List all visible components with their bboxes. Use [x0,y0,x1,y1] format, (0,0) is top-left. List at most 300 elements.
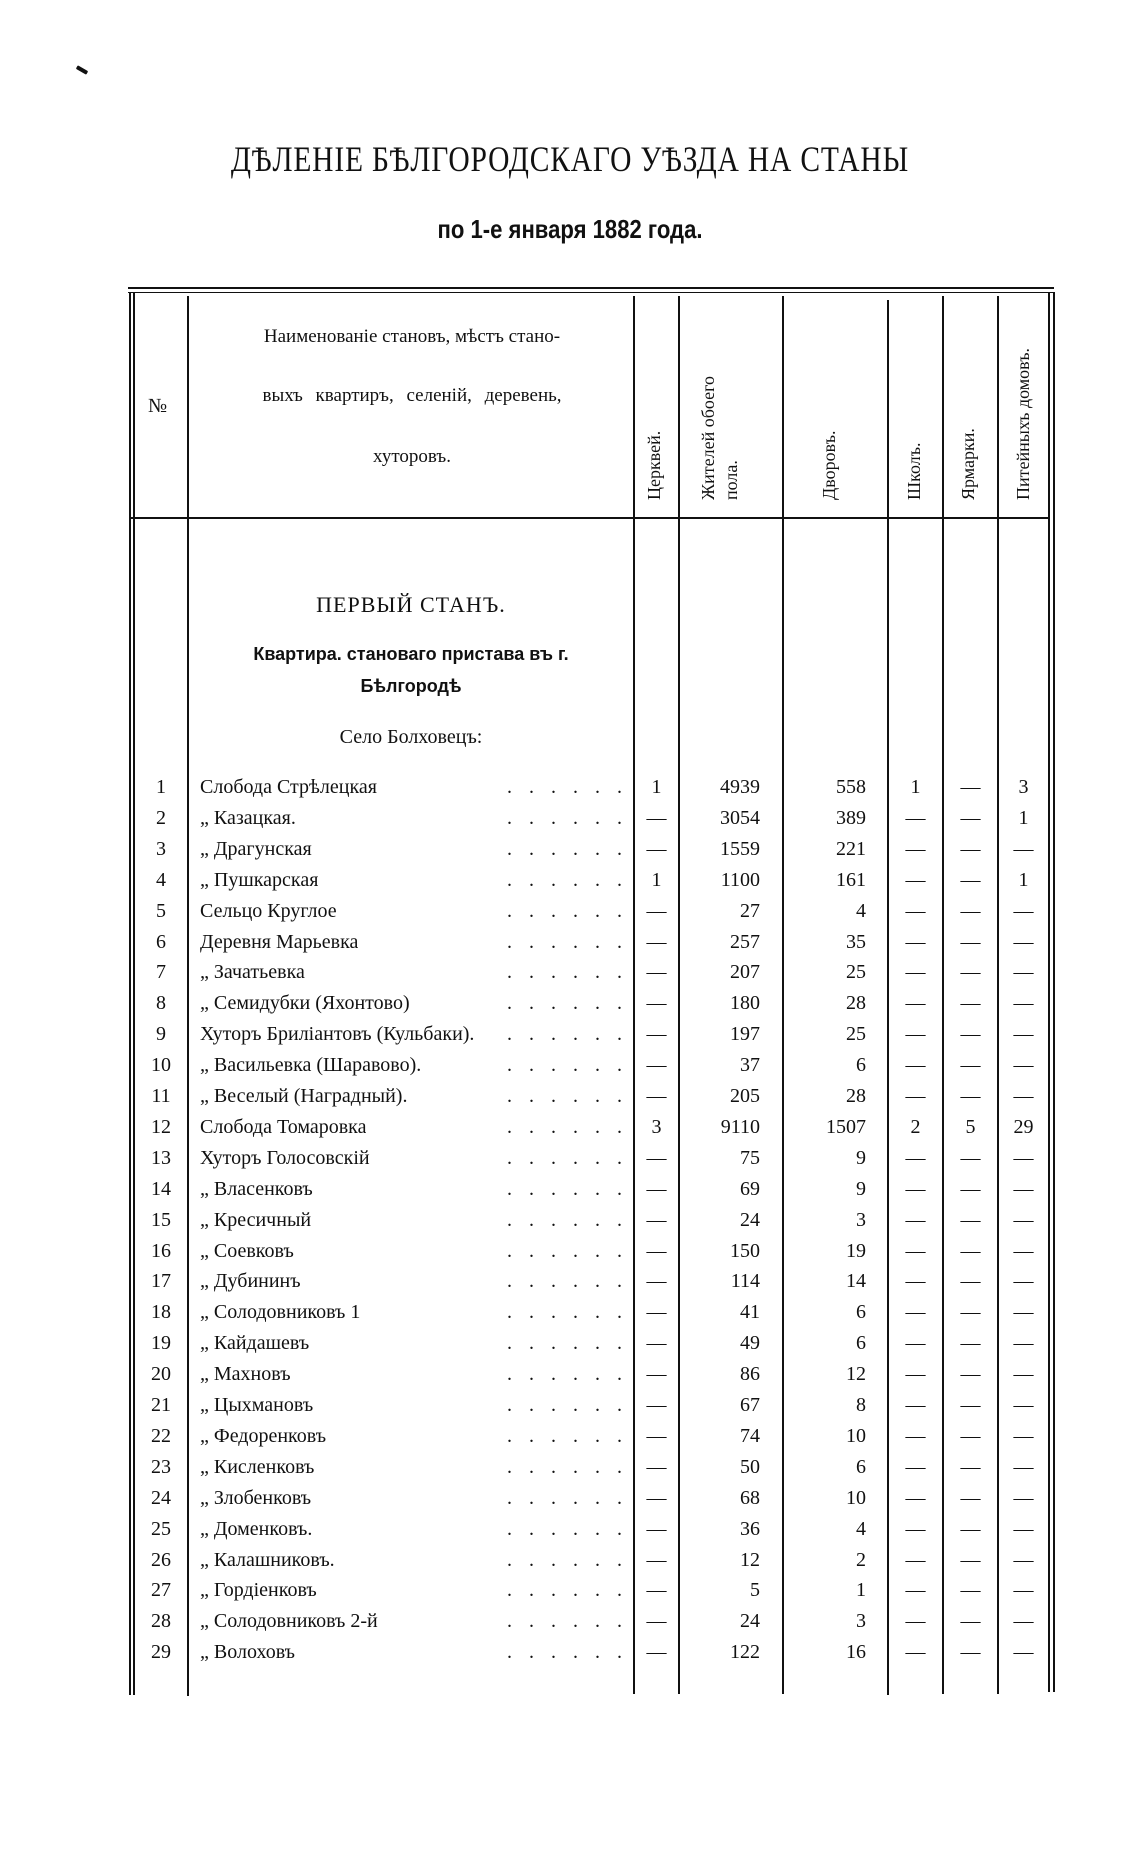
settlement-name: Солодовниковъ 1 [213,1301,361,1323]
cell-taverns: 1 [1018,807,1029,829]
settlement-name: Солодовниковъ 2-й [213,1610,378,1632]
cell-taverns: — [1013,1549,1034,1571]
row-name [200,1517,312,1541]
row-number: 20 [151,1363,171,1385]
settlement-name: Дубининъ [213,1270,301,1292]
cell-households: 6 [856,1054,866,1076]
cell-inhabitants: 75 [740,1147,760,1169]
row-number: 25 [151,1518,171,1540]
row-name [200,1084,407,1108]
cell-households: 10 [846,1487,866,1509]
row-number: 3 [156,838,166,860]
settlement-type: Сельцо [200,900,263,922]
cell-households: 28 [846,992,866,1014]
settlement-name: Голосовскій [266,1147,370,1169]
cell-schools: — [905,1363,926,1385]
cell-households: 8 [856,1394,866,1416]
cell-taverns: — [1013,1209,1034,1231]
row-name [200,1115,366,1139]
leader-dots: . . . . . . [507,1610,628,1632]
cell-inhabitants: 9110 [720,1116,760,1138]
cell-taverns: — [1013,1610,1034,1632]
settlement-type: „ [200,1456,209,1478]
cell-inhabitants: 68 [740,1487,760,1509]
row-number: 6 [156,931,166,953]
row-name [200,1177,313,1201]
cell-churches: — [646,1270,667,1292]
row-name [200,930,358,954]
cell-households: 2 [856,1549,866,1571]
cell-households: 161 [836,869,866,891]
cell-households: 3 [856,1610,866,1632]
cell-churches: — [646,1641,667,1663]
settlement-type: „ [200,1054,209,1076]
row-number: 29 [151,1641,171,1663]
cell-schools: — [905,1456,926,1478]
leader-dots: . . . . . . [507,1054,628,1076]
cell-churches: — [646,1394,667,1416]
cell-inhabitants: 180 [730,992,760,1014]
cell-fairs: — [960,1209,981,1231]
cell-fairs: — [960,1085,981,1107]
cell-schools: — [905,1425,926,1447]
village-heading: Село Болховецъ: [339,726,483,748]
cell-schools: — [905,1023,926,1045]
row-name [200,775,377,799]
leader-dots: . . . . . . [507,1023,628,1045]
settlement-name: Калашниковъ. [213,1549,335,1571]
leader-dots: . . . . . . [507,1456,628,1478]
cell-churches: — [646,961,667,983]
row-name [200,1208,311,1232]
cell-taverns: — [1013,1363,1034,1385]
settlement-name: Кайдашевъ [213,1332,310,1354]
cell-inhabitants: 74 [740,1425,760,1447]
cell-households: 3 [856,1209,866,1231]
header-taverns: Питейныхъ домовъ. [1013,347,1033,500]
cell-households: 12 [846,1363,866,1385]
leader-dots: . . . . . . [507,807,628,829]
leader-dots: . . . . . . [507,1116,628,1138]
row-number: 8 [156,992,166,1014]
row-number: 18 [151,1301,171,1323]
cell-churches: — [646,1054,667,1076]
settlement-name: Томаровка [276,1116,367,1138]
cell-schools: — [905,838,926,860]
cell-households: 4 [856,900,866,922]
row-number: 17 [151,1270,171,1292]
cell-inhabitants: 27 [740,900,760,922]
cell-churches: — [646,1579,667,1601]
row-name [200,806,296,830]
cell-inhabitants: 205 [730,1085,760,1107]
row-number: 15 [151,1209,171,1231]
cell-taverns: — [1013,1023,1034,1045]
row-number: 22 [151,1425,171,1447]
cell-taverns: — [1013,1456,1034,1478]
cell-inhabitants: 1100 [720,869,760,891]
row-number: 24 [151,1487,171,1509]
cell-churches: — [646,992,667,1014]
cell-fairs: — [960,1178,981,1200]
cell-households: 10 [846,1425,866,1447]
leader-dots: . . . . . . [507,1363,628,1385]
row-number: 28 [151,1610,171,1632]
cell-schools: — [905,1610,926,1632]
cell-schools: — [905,1579,926,1601]
row-name [200,1548,335,1572]
row-name [200,1578,317,1602]
cell-churches: — [646,1085,667,1107]
settlement-name: Махновъ [213,1363,291,1385]
cell-schools: — [905,1518,926,1540]
header-name-line1: Наименованіе становъ, мѣстъ стано- [263,326,561,347]
row-name [200,1640,295,1664]
settlement-type: „ [200,1209,209,1231]
header-bottom-rule [130,517,1050,519]
section-title: ПЕРВЫЙ СТАНЪ. [316,592,506,617]
row-number: 12 [151,1116,171,1138]
settlement-name: Семидубки (Яхонтово) [213,992,410,1014]
settlement-type: „ [200,1394,209,1416]
cell-inhabitants: 1559 [720,838,760,860]
cell-fairs: — [960,1332,981,1354]
row-number: 27 [151,1579,171,1601]
cell-households: 6 [856,1456,866,1478]
cell-schools: — [905,1487,926,1509]
settlement-name: Стрѣлецкая [276,776,377,798]
cell-households: 1 [856,1579,866,1601]
cell-churches: — [646,1147,667,1169]
header-fairs: Ярмарки. [958,428,978,500]
leader-dots: . . . . . . [507,931,628,953]
cell-fairs: — [960,807,981,829]
cell-taverns: — [1013,1085,1034,1107]
settlement-type: „ [200,1518,209,1540]
settlement-name: Кисленковъ [213,1456,315,1478]
table-top-rule [128,287,1054,289]
cell-taverns: — [1013,838,1034,860]
header-number: № [148,395,168,417]
settlement-type: „ [200,1487,209,1509]
cell-fairs: — [960,1641,981,1663]
cell-taverns: — [1013,1579,1034,1601]
row-name [200,1609,378,1633]
settlement-name: Кресичный [213,1209,312,1231]
quarters-line2: Бѣлгородѣ [360,676,462,696]
settlement-type: „ [200,1549,209,1571]
leader-dots: . . . . . . [507,1394,628,1416]
leader-dots: . . . . . . [507,1579,628,1601]
cell-taverns: — [1013,1332,1034,1354]
cell-taverns: 29 [1013,1116,1034,1138]
cell-inhabitants: 5 [750,1579,760,1601]
cell-schools: — [905,1085,926,1107]
cell-fairs: — [960,1425,981,1447]
cell-schools: — [905,1270,926,1292]
row-name [200,1269,301,1293]
cell-taverns: 1 [1018,869,1029,891]
cell-schools: — [905,992,926,1014]
cell-taverns: — [1013,992,1034,1014]
row-name [200,1424,326,1448]
cell-schools: 2 [910,1116,921,1138]
cell-households: 9 [856,1147,866,1169]
cell-churches: — [646,1549,667,1571]
settlement-type: „ [200,961,209,983]
settlement-type: „ [200,1363,209,1385]
row-number: 7 [156,961,166,983]
settlement-type: Слобода [200,776,272,798]
cell-fairs: — [960,869,981,891]
cell-fairs: — [960,1518,981,1540]
settlement-name: Власенковъ [213,1178,313,1200]
settlement-type: Слобода [200,1116,272,1138]
cell-churches: — [646,1610,667,1632]
row-name [200,1146,370,1170]
row-number: 1 [156,776,166,798]
cell-schools: — [905,1301,926,1323]
cell-households: 6 [856,1301,866,1323]
cell-schools: — [905,931,926,953]
quarters-line1: Квартира. становаго пристава въ г. [253,644,569,664]
cell-fairs: — [960,1487,981,1509]
leader-dots: . . . . . . [507,869,628,891]
leader-dots: . . . . . . [507,961,628,983]
leader-dots: . . . . . . [507,1518,628,1540]
cell-fairs: — [960,776,981,798]
header-name-line2: выхъ квартиръ, селеній, деревень, [262,385,562,406]
settlement-type: „ [200,1178,209,1200]
cell-churches: — [646,1209,667,1231]
cell-households: 558 [836,776,866,798]
cell-taverns: — [1013,1425,1034,1447]
cell-taverns: — [1013,900,1034,922]
cell-fairs: — [960,1549,981,1571]
leader-dots: . . . . . . [507,1641,628,1663]
settlement-type: „ [200,1579,209,1601]
row-number: 14 [151,1178,171,1200]
cell-schools: — [905,1209,926,1231]
row-name [200,899,337,923]
cell-churches: — [646,1518,667,1540]
leader-dots: . . . . . . [507,1178,628,1200]
leader-dots: . . . . . . [507,838,628,860]
cell-inhabitants: 41 [740,1301,760,1323]
settlement-name: Драгунская [213,838,312,860]
cell-inhabitants: 257 [730,931,760,953]
cell-fairs: — [960,992,981,1014]
settlement-name: Цыхмановъ [213,1394,314,1416]
cell-inhabitants: 197 [730,1023,760,1045]
cell-churches: — [646,1425,667,1447]
cell-churches: — [646,1487,667,1509]
cell-schools: — [905,1054,926,1076]
cell-taverns: — [1013,931,1034,953]
leader-dots: . . . . . . [507,1147,628,1169]
cell-households: 25 [846,961,866,983]
stray-ink-mark [76,65,88,74]
cell-households: 28 [846,1085,866,1107]
table-left-border [129,292,131,1695]
cell-fairs: — [960,961,981,983]
leader-dots: . . . . . . [507,1425,628,1447]
row-name [200,868,318,892]
cell-inhabitants: 4939 [720,776,760,798]
row-name [200,1362,291,1386]
settlement-type: „ [200,1301,209,1323]
settlement-type: „ [200,1332,209,1354]
page-title: ДѢЛЕНІЕ БѢЛГОРОДСКАГО УѢЗДА НА СТАНЫ [230,139,910,179]
row-name [200,837,312,861]
header-name-line3: хуторовъ. [373,446,451,467]
cell-churches: — [646,838,667,860]
cell-schools: — [905,807,926,829]
cell-schools: — [905,961,926,983]
row-name [200,1239,294,1263]
cell-churches: — [646,1332,667,1354]
leader-dots: . . . . . . [507,1332,628,1354]
cell-households: 25 [846,1023,866,1045]
row-number: 21 [151,1394,171,1416]
settlement-type: „ [200,1641,209,1663]
cell-inhabitants: 49 [740,1332,760,1354]
cell-schools: — [905,900,926,922]
settlement-type: „ [200,807,209,829]
cell-fairs: — [960,1579,981,1601]
settlement-name: Марьевка [276,931,359,953]
cell-inhabitants: 69 [740,1178,760,1200]
settlement-type: Деревня [200,931,271,953]
leader-dots: . . . . . . [507,1240,628,1262]
cell-inhabitants: 3054 [720,807,760,829]
cell-fairs: — [960,931,981,953]
settlement-type: „ [200,869,209,891]
cell-households: 389 [836,807,866,829]
cell-churches: — [646,1301,667,1323]
header-churches: Церквей. [644,430,664,500]
cell-schools: — [905,869,926,891]
settlement-type: „ [200,992,209,1014]
leader-dots: . . . . . . [507,1301,628,1323]
settlement-type: „ [200,1610,209,1632]
cell-inhabitants: 86 [740,1363,760,1385]
cell-inhabitants: 36 [740,1518,760,1540]
header-schools: Школъ. [904,442,924,500]
cell-households: 19 [846,1240,866,1262]
table-right-border-outer [1053,292,1055,1692]
row-name [200,1486,311,1510]
cell-fairs: 5 [965,1116,976,1138]
cell-churches: — [646,931,667,953]
cell-churches: — [646,1023,667,1045]
cell-fairs: — [960,1023,981,1045]
row-number: 13 [151,1147,171,1169]
cell-fairs: — [960,900,981,922]
cell-households: 14 [846,1270,866,1292]
settlement-name: Федоренковъ [213,1425,327,1447]
leader-dots: . . . . . . [507,992,628,1014]
cell-schools: — [905,1240,926,1262]
cell-schools: — [905,1641,926,1663]
settlement-name: Злобенковъ [213,1487,312,1509]
cell-households: 6 [856,1332,866,1354]
row-name [200,1022,474,1046]
settlement-type: „ [200,1425,209,1447]
row-number: 26 [151,1549,171,1571]
settlement-name: Васильевка (Шаравово). [213,1054,422,1076]
cell-households: 35 [846,931,866,953]
leader-dots: . . . . . . [507,900,628,922]
settlement-name: Гордіенковъ [213,1579,317,1601]
settlement-name: Пушкарская [213,869,319,891]
cell-inhabitants: 24 [740,1610,760,1632]
cell-inhabitants: 207 [730,961,760,983]
settlement-type: Хуторъ [200,1147,262,1169]
cell-inhabitants: 12 [740,1549,760,1571]
settlement-name: Доменковъ. [213,1518,313,1540]
cell-taverns: — [1013,1301,1034,1323]
col-divider-number [187,296,189,1696]
page-subtitle: по 1-е января 1882 года. [437,214,703,244]
cell-schools: 1 [910,776,921,798]
cell-households: 1507 [826,1116,866,1138]
cell-churches: 1 [651,776,662,798]
row-number: 11 [151,1085,171,1107]
row-number: 2 [156,807,166,829]
settlement-name: Зачатьевка [213,961,305,983]
settlement-type: „ [200,1270,209,1292]
cell-schools: — [905,1332,926,1354]
table-top-rule-thin [128,292,1054,293]
cell-churches: — [646,807,667,829]
row-number: 9 [156,1023,166,1045]
row-number: 5 [156,900,166,922]
header-households: Дворовъ. [819,430,839,500]
cell-schools: — [905,1549,926,1571]
cell-inhabitants: 50 [740,1456,760,1478]
cell-taverns: — [1013,1641,1034,1663]
header-inhabitants-line2: пола. [721,460,741,500]
cell-fairs: — [960,838,981,860]
leader-dots: . . . . . . [507,776,628,798]
row-number: 16 [151,1240,171,1262]
cell-households: 4 [856,1518,866,1540]
cell-taverns: — [1013,1487,1034,1509]
cell-inhabitants: 114 [730,1270,760,1292]
cell-fairs: — [960,1610,981,1632]
cell-inhabitants: 24 [740,1209,760,1231]
cell-fairs: — [960,1147,981,1169]
cell-churches: — [646,1456,667,1478]
settlement-name: Бриліантовъ (Кульбаки). [266,1023,475,1045]
cell-fairs: — [960,1363,981,1385]
header-inhabitants-line1: Жителей обоего [698,375,718,500]
cell-churches: — [646,900,667,922]
settlement-name: Веселый (Наградный). [213,1085,408,1107]
row-name [200,1393,313,1417]
cell-households: 221 [836,838,866,860]
cell-churches: — [646,1363,667,1385]
cell-churches: 3 [651,1116,662,1138]
settlement-type: Хуторъ [200,1023,262,1045]
row-number: 4 [156,869,166,891]
settlement-name: Казацкая. [213,807,296,829]
cell-taverns: — [1013,1054,1034,1076]
cell-fairs: — [960,1456,981,1478]
cell-taverns: — [1013,1270,1034,1292]
cell-fairs: — [960,1054,981,1076]
